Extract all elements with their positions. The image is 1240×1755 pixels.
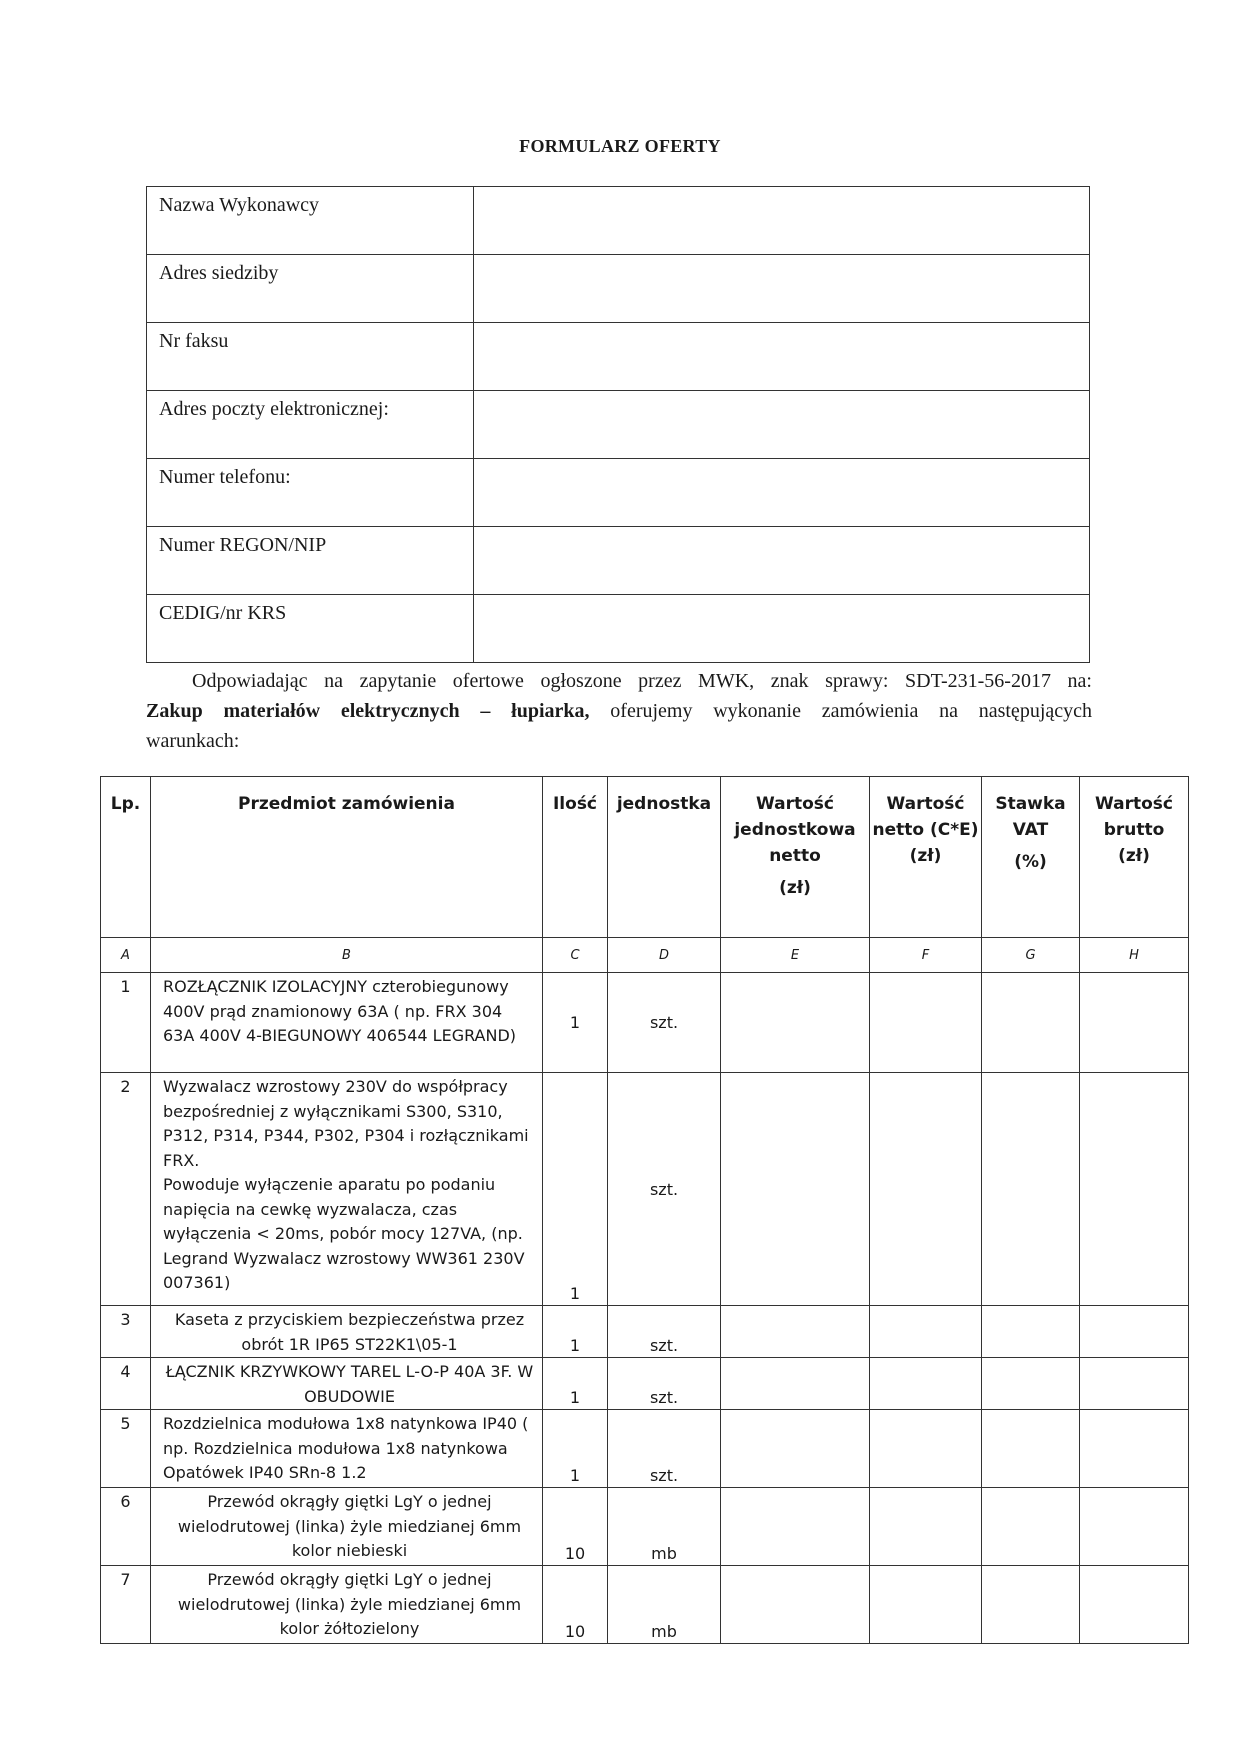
row-qty: 1 — [543, 1410, 608, 1488]
row-qty: 10 — [543, 1488, 608, 1566]
row-lp: 5 — [101, 1410, 151, 1488]
cell-unit-net-value[interactable] — [721, 1410, 870, 1488]
cell-gross-value[interactable] — [1080, 1073, 1189, 1306]
table-row — [101, 1358, 1189, 1410]
cell-gross-value[interactable] — [1080, 973, 1189, 1073]
row-qty: 1 — [543, 1306, 608, 1358]
header-net-currency: (zł) — [909, 846, 942, 866]
header-gross-label: Wartość brutto — [1094, 794, 1173, 840]
row-lp: 1 — [101, 973, 151, 1073]
header-item: Przedmiot zamówienia — [151, 777, 543, 938]
row-lp: 3 — [101, 1306, 151, 1358]
intro-paragraph — [146, 666, 1092, 756]
row-unit: szt. — [608, 973, 721, 1073]
row-description: Wyzwalacz wzrostowy 230V do współpracy bezpośredniej z wyłącznikami S300, S310, P312, P314, P344, P302, P304 i rozłącznikami FRX. Powoduje wyłączenie aparatu po podaniu napięcia na cewkę wyzwalacza, czas wyłączenia < 20ms, pobór mocy 127VA, (np. Legrand Wyzwalacz wzrostowy WW361 230V 007361) — [151, 1073, 543, 1306]
cell-vat-rate[interactable] — [982, 1358, 1080, 1410]
header-vat-unit: (%) — [1014, 852, 1047, 872]
contractor-row — [147, 391, 1090, 459]
column-letters-row — [101, 938, 1189, 973]
header-gross-value — [1080, 777, 1189, 938]
cell-vat-rate[interactable] — [982, 973, 1080, 1073]
row-lp: 4 — [101, 1358, 151, 1410]
field-label-name: Nazwa Wykonawcy — [147, 187, 474, 255]
field-value-address[interactable] — [474, 255, 1090, 323]
table-row — [101, 1488, 1189, 1566]
cell-gross-value[interactable] — [1080, 1358, 1189, 1410]
field-label-fax: Nr faksu — [147, 323, 474, 391]
contractor-info-table — [146, 186, 1090, 663]
contractor-row — [147, 255, 1090, 323]
row-qty: 1 — [543, 973, 608, 1073]
row-lp: 6 — [101, 1488, 151, 1566]
cell-gross-value[interactable] — [1080, 1410, 1189, 1488]
field-label-regon-nip: Numer REGON/NIP — [147, 527, 474, 595]
header-lp: Lp. — [101, 777, 151, 938]
table-row — [101, 1566, 1189, 1644]
header-unit-net-value — [721, 777, 870, 938]
cell-unit-net-value[interactable] — [721, 1488, 870, 1566]
row-description: ROZŁĄCZNIK IZOLACYJNY czterobiegunowy 400V prąd znamionowy 63A ( np. FRX 304 63A 400V 4-BIEGUNOWY 406544 LEGRAND) — [151, 973, 543, 1073]
contractor-row — [147, 527, 1090, 595]
field-value-fax[interactable] — [474, 323, 1090, 391]
table-row — [101, 973, 1189, 1073]
row-description: Rozdzielnica modułowa 1x8 natynkowa IP40 ( np. Rozdzielnica modułowa 1x8 natynkowa Opatówek IP40 SRn-8 1.2 — [151, 1410, 543, 1488]
header-vat-rate — [982, 777, 1080, 938]
cell-net-value[interactable] — [870, 1488, 982, 1566]
field-value-email[interactable] — [474, 391, 1090, 459]
field-label-address: Adres siedziby — [147, 255, 474, 323]
cell-vat-rate[interactable] — [982, 1566, 1080, 1644]
header-unit-net-currency: (zł) — [779, 878, 811, 898]
column-letter: D — [608, 938, 721, 973]
cell-vat-rate[interactable] — [982, 1306, 1080, 1358]
table-row — [101, 1073, 1189, 1306]
row-qty: 1 — [543, 1073, 608, 1306]
row-description: Przewód okrągły giętki LgY o jednej wielodrutowej (linka) żyle miedzianej 6mm kolor niebieski — [151, 1488, 543, 1566]
contractor-row — [147, 323, 1090, 391]
order-subject: Zakup materiałów elektrycznych – łupiarka, — [146, 700, 590, 722]
column-letter: C — [543, 938, 608, 973]
table-row — [101, 1306, 1189, 1358]
column-letter: F — [870, 938, 982, 973]
header-unit-net-label: Wartość jednostkowa netto — [734, 794, 856, 866]
field-label-email: Adres poczty elektronicznej: — [147, 391, 474, 459]
cell-unit-net-value[interactable] — [721, 973, 870, 1073]
cell-gross-value[interactable] — [1080, 1566, 1189, 1644]
field-value-regon-nip[interactable] — [474, 527, 1090, 595]
table-row — [101, 1410, 1189, 1488]
row-unit: szt. — [608, 1410, 721, 1488]
column-letter: A — [101, 938, 151, 973]
header-gross-currency: (zł) — [1118, 846, 1150, 866]
row-lp: 2 — [101, 1073, 151, 1306]
cell-net-value[interactable] — [870, 1073, 982, 1306]
cell-vat-rate[interactable] — [982, 1073, 1080, 1306]
header-vat-label: Stawka VAT — [995, 794, 1066, 840]
field-value-name[interactable] — [474, 187, 1090, 255]
contractor-row — [147, 459, 1090, 527]
field-value-krs[interactable] — [474, 595, 1090, 663]
cell-unit-net-value[interactable] — [721, 1306, 870, 1358]
column-letter: H — [1080, 938, 1189, 973]
contractor-row — [147, 595, 1090, 663]
header-net-label: Wartość netto (C*E) — [872, 794, 979, 840]
field-label-krs: CEDIG/nr KRS — [147, 595, 474, 663]
intro-line-3: warunkach: — [146, 730, 240, 752]
cell-vat-rate[interactable] — [982, 1488, 1080, 1566]
row-description: Przewód okrągły giętki LgY o jednej wielodrutowej (linka) żyle miedzianej 6mm kolor żółtozielony — [151, 1566, 543, 1644]
field-label-phone: Numer telefonu: — [147, 459, 474, 527]
cell-gross-value[interactable] — [1080, 1488, 1189, 1566]
field-value-phone[interactable] — [474, 459, 1090, 527]
cell-unit-net-value[interactable] — [721, 1358, 870, 1410]
header-net-value — [870, 777, 982, 938]
cell-net-value[interactable] — [870, 1306, 982, 1358]
row-description: ŁĄCZNIK KRZYWKOWY TAREL L-O-P 40A 3F. W OBUDOWIE — [151, 1358, 543, 1410]
intro-line-1: Odpowiadając na zapytanie ofertowe ogłoszone przez MWK, znak sprawy: SDT-231-56-2017 na: — [192, 670, 1092, 692]
order-table — [100, 776, 1189, 1644]
header-unit: jednostka — [608, 777, 721, 938]
row-unit: mb — [608, 1488, 721, 1566]
column-letter: E — [721, 938, 870, 973]
intro-line-2 — [146, 696, 1092, 726]
cell-net-value[interactable] — [870, 1358, 982, 1410]
row-lp: 7 — [101, 1566, 151, 1644]
column-letter: B — [151, 938, 543, 973]
table-header-row — [101, 777, 1189, 938]
contractor-row — [147, 187, 1090, 255]
intro-line-2-rest: oferujemy wykonanie zamówienia na następujących — [589, 700, 1093, 722]
row-description: Kaseta z przyciskiem bezpieczeństwa przez obrót 1R IP65 ST22K1\05-1 — [151, 1306, 543, 1358]
header-qty: Ilość — [543, 777, 608, 938]
cell-unit-net-value[interactable] — [721, 1073, 870, 1306]
column-letter: G — [982, 938, 1080, 973]
row-unit: szt. — [608, 1073, 721, 1306]
form-title: FORMULARZ OFERTY — [519, 136, 721, 156]
cell-gross-value[interactable] — [1080, 1306, 1189, 1358]
cell-unit-net-value[interactable] — [721, 1566, 870, 1644]
cell-net-value[interactable] — [870, 1566, 982, 1644]
row-qty: 10 — [543, 1566, 608, 1644]
row-unit: szt. — [608, 1358, 721, 1410]
cell-net-value[interactable] — [870, 973, 982, 1073]
cell-vat-rate[interactable] — [982, 1410, 1080, 1488]
cell-net-value[interactable] — [870, 1410, 982, 1488]
row-qty: 1 — [543, 1358, 608, 1410]
row-unit: szt. — [608, 1306, 721, 1358]
row-unit: mb — [608, 1566, 721, 1644]
